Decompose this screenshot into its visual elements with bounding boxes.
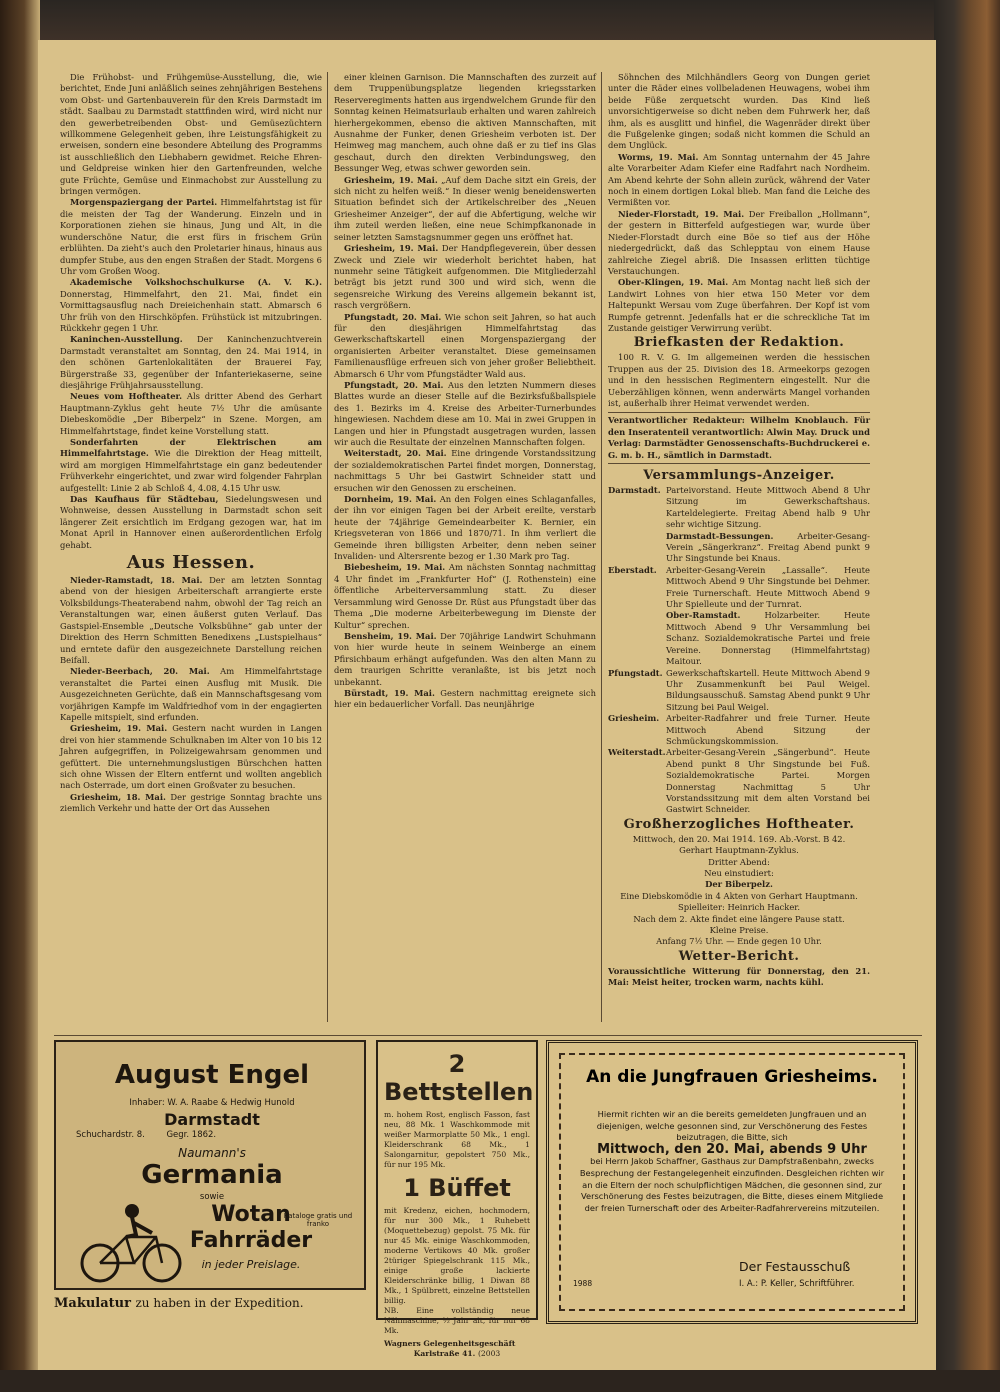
article-biebesheim: Biebesheim, 19. Mai. Am nächsten Sonntag nachmittag 4 Uhr findet im „Frankfurter Hof“ (J. Rothenstein) eine öffentliche Arbeiterversammlung statt. Zu dieser Versammlung wird Genosse Dr. Rüst aus Pfungstadt über das Thema „Die moderne Arbeiterbewegung im Dienste der Kultur“ sprechen. [334,562,596,630]
ad-title: August Engel [114,1060,310,1090]
ad-heading: An die Jungfrauen Griesheims. [586,1067,878,1087]
theater-line: Spielleiter: Heinrich Hacker. [677,902,801,913]
theater-line: Mittwoch, den 20. Mai 1914. 169. Ab.-Vorst. B 42. [632,833,846,844]
ad-text: mit Kredenz, eichen, hochmodern, für nur 300 Mk., 1 Ruhebett (Moquettebezug) gepolst. 75 Mk. für nur 45 Mk. einige Waschkommoden, moderne Vertikows 40 Mk. großer 2türiger Spiegelschrank 115 Mk., einige große lackierte Kleiderschränke billig, 1 Diwan 88 Mk., 1 Spülbrett, einzelne Bettstellen billig. [384,1206,530,1305]
ad-heading: 2 Bettstellen [384,1050,534,1106]
theater-line: Nach dem 2. Akte findet eine längere Pause statt. [633,913,845,924]
article-kaninchen: Kaninchen-Ausstellung. Der Kaninchenzuchtverein Darmstadt veranstaltet am Sonntag, den 24. Mai 1914, in den schönen Gartenlokalitäten der Brauerei Fay, Bürgerstraße 33, gegenüber der Infanteriekaserne, seine diesjährige Frühjahrsausstellung. [60,334,322,390]
article-dornheim: Dornheim, 19. Mai. An den Folgen eines Schlaganfalles, der ihn vor einigen Tagen bei der Arbeit ereilte, verstarb heute der 74jährige Gemeindearbeiter K. Bernier, ein Kriegsveteran von 1866 und 1870/71. In ihm verliert die Gemeinde ihren billigsten Arbeiter, denn neben seiner Invaliden- und Altersrente bezog er 1.30 Mark pro Tag. [334,494,596,562]
ads-rule [54,1035,922,1036]
column-2 [334,72,596,711]
ad-catalog: Kataloge gratis und franko [283,1212,353,1228]
ad-address: Schuchardstr. 8. Gegr. 1862. [76,1130,217,1140]
ad-brand: Germania [141,1160,283,1190]
column-rule [601,72,602,1022]
ad-text: m. hohem Rost, englisch Fasson, fast neu, 88 Mk. 1 Waschkommode mit weißer Marmorplatte 50 Mk., 1 engl. Kleiderschrank 68 Mk., 1 Salongarnitur, gepolstert 750 Mk., für nur 195 Mk. [384,1110,530,1169]
ad-brand: Naumann's [178,1146,246,1160]
newspaper-page [38,40,936,1370]
heading-hoftheater: Großherzogliches Hoftheater. [623,816,855,832]
list-item: Eberstadt. Arbeiter-Gesang-Verein „Lassalle“. Heute Mittwoch Abend 9 Uhr Singstunde bei Dehmer. Freie Turnerschaft. Heute Mittwoch Abend 9 Uhr Spielleute und der Turnrat. [608,564,870,610]
ads-area [54,1040,932,1358]
heading-versammlungs-anzeiger: Versammlungs-Anzeiger. [643,468,835,483]
theater-line: Kleine Preise. [709,925,769,936]
ad-text: NB. Eine vollständig neue Nähmaschine, ½ Jahr alt, für nur 68 Mk. [384,1306,530,1335]
theater-line: Der Biberpelz. [705,879,773,890]
wetter-text: Voraussichtliche Witterung für Donnerstag, den 21. Mai: Meist heiter, trocken warm, nachts kühl. [608,965,870,988]
cyclist-illustration-icon [76,1197,186,1285]
article-buerstadt: Bürstadt, 19. Mai. Gestern nachmittag ereignete sich hier ein bedauerlicher Vorfall. Das neunjährige [334,687,596,710]
ad-august-engel [54,1040,366,1290]
article-frueobst: Die Frühobst- und Frühgemüse-Ausstellung, die, wie berichtet, Ende Juni anläßlich seines zehnjährigen Bestehens vom Obst- und Gartenbauverein für den Kreis Darmstadt im städt. Saalbau zu Darmstadt stattfinden wird, wird nicht nur den gewerbetreibenden Obst- und Gemüsezüchtern willkommene Gelegenheit geben, ihre Leistungsfähigkeit zu erweisen, sondern eine besondere Abteilung des Programms ist ausschließlich den Liebhabern gewidmet. Reiche Ehren- und Geldpreise winken hier den Gartenfreunden, welche gute Früchte, Gemüse und Einmachobst zur Ausstellung zu bringen vermögen. [60,72,322,197]
book-cover-edge [934,0,1000,1392]
article-griesheim-2: Griesheim, 18. Mai. Der gestrige Sonntag brachte uns ziemlich Verkehr und hatte der Ort das Aussehen [60,791,322,814]
versammlungs-list [608,485,870,816]
list-item: Darmstadt. Parteivorstand. Heute Mittwoch Abend 8 Uhr Sitzung im Gewerkschaftshaus. Karteldelegierte. Freitag Abend halb 9 Uhr sehr wichtige Sitzung. [608,485,870,530]
theater-line: Neu einstudiert: [704,868,774,878]
impressum: Verantwortlicher Redakteur: Wilhelm Knoblauch. Für den Inseratenteil verantwortlich: Alwin May. Druck und Verlag: Darmstädter Genossenschafts-Buchdruckerei e. G. m. b. H., sämtlich in Darmstadt. [608,412,870,464]
heading-briefkasten: Briefkasten der Redaktion. [633,335,845,351]
ad-sowie: sowie [199,1192,225,1202]
article-handpflege: Griesheim, 19. Mai. Der Handpflegeverein, über dessen Zweck und Ziele wir wiederholt berichtet haben, hat nunmehr seine Tätigkeit aufgenommen. Die Mitgliederzahl beträgt bis jetzt rund 300 und wird sich, wenn die segensreiche Wirkung des Vereins allgemein bekannt ist, rasch vergrößern. [334,243,596,311]
makulatur-notice: Makulatur zu haben in der Expedition. [54,1296,304,1311]
column-rule [327,72,328,1022]
column-3 [608,72,870,989]
briefkasten-text: 100 R. V. G. Im allgemeinen werden die hessischen Truppen aus der 25. Division des 18. Armeekorps gezogen und in den hessischen Regimentern eingestellt. Nur die Ueberzähligen können, wenn anderwärts Mangel vorhanden ist, außerhalb ihrer Heimat verwendet werden. [608,352,870,408]
article-weiterstadt: Weiterstadt, 20. Mai. Eine dringende Vorstandssitzung der sozialdemokratischen Partei findet morgen, Donnerstag, nachmittags 5 Uhr bei Gastwirt Schneider statt und ersuchen wir den Genossen zu erscheinen. [334,448,596,493]
ad-owners: Inhaber: W. A. Raabe & Hedwig Hunold [129,1098,295,1108]
ad-signature-line: I. A.: P. Keller, Schriftführer. [739,1279,855,1289]
list-item: Ober-Ramstadt. Holzarbeiter. Heute Mittwoch Abend 9 Uhr Versammlung bei Schanz. Sozialdemokratische Partei und freie Vereine. Donnerstag (Himmelfahrtstag) Maitour. [666,610,870,667]
theater-line: Gerhart Hauptmann-Zyklus. [679,845,799,856]
article-griesheim-dach: Griesheim, 19. Mai. „Auf dem Dache sitzt ein Greis, der sich nicht zu helfen weiß.“ In dieser wenig beneidenswerten Situation befindet sich der Artikelschreiber des „Neuen Griesheimer Anzeiger“, der auf die Abfertigung, welche wir ihm zuteil werden ließen, eine neue Schimpfkanonade in seiner letzten Samstagsnummer gegen uns eröffnet hat. [334,174,596,242]
ad-brand: Fahrräder [189,1228,313,1253]
article-hoftheater: Neues vom Hoftheater. Als dritter Abend des Gerhart Hauptmann-Zyklus geht heute 7½ Uhr die amüsante Diebeskomödie „Der Biberpelz“ in Szene. Morgen, am Himmelfahrtstage, findet keine Vorstellung statt. [60,391,322,436]
theater-line: Eine Diebskomödie in 4 Akten von Gerhart Hauptmann. [620,890,858,901]
article-worms: Worms, 19. Mai. Am Sonntag unternahm der 45 Jahre alte Vorarbeiter Adam Kiefer eine Radfahrt nach Nordheim. Am Abend kehrte der Sohn allein zurück, während der Vater noch in einem dortigen Lokal blieb. Man fand die Leiche des Vermißten vor. [608,151,870,208]
article-unfall: Söhnchen des Milchhändlers Georg von Dungen geriet unter die Räder eines vollbeladenen Heuwagens, wobei ihm beide Füße zerquetscht wurden. Das Kind ließ unvorsichtigerweise so dicht neben dem Fuhrwerk her, daß ihm, als es ausglitt und hinfiel, die Wagenräder direkt über die Fußgelenke gingen; sodaß nicht kommen die Schuld an dem Unglück. [608,72,870,151]
heading-wetter: Wetter-Bericht. [678,948,800,964]
ad-heading: 1 Büffet [403,1174,511,1202]
article-nieder-ramstadt: Nieder-Ramstadt, 18. Mai. Der am letzten Sonntag abend von der hiesigen Arbeiterschaft arrangierte erste Volksbildungs-Theaterabend nahm, obwohl der Tag reich an Veranstaltungen war, einen äußerst guten Verlauf. Das Gastspiel-Ensemble „Deutsche Volksbühne“ gab unter der Direktion des Herrn Schmitten Benedixens „Lustspielhaus“ und erntete dafür den ausgezeichnete Darstellung reichen Beifall. [60,575,322,665]
ad-footer: Wagners Gelegenheitsgeschäft [384,1339,516,1348]
theater-line: Dritter Abend: [708,856,770,867]
article-pfungstadt-2: Pfungstadt, 20. Mai. Aus den letzten Nummern dieses Blattes wurde an dieser Stelle auf die Bezirksfußballspiele des 1. Bezirks im 4. Kreise des Arbeiter-Turnerbundes hingewiesen. Nachdem diese am 10. Mai in zwei Gruppen in Langen und hier in Pfungstadt ausgetragen wurden, lassen wir auch die Resultate der einzelnen Mannschaften folgen. [334,379,596,447]
theater-program [608,834,870,948]
ad-city: Darmstadt [164,1110,260,1129]
article-griesheim-1: Griesheim, 19. Mai. Gestern nacht wurden in Langen drei von hier stammende Schulknaben im Alter von 10 bis 12 Jahren aufgegriffen, in Polizeigewahrsam genommen und gefüttert. Die unternehmungslustigen Bürschchen hatten sich ohne Wissen der Eltern entfernt und wollten angeblich nach Osterrade, um dort einen Großvater zu besuchen. [60,723,322,791]
book-binding [0,0,40,1392]
article-volkshochschule: Akademische Volkshochschulkurse (A. V. K.). Donnerstag, Himmelfahrt, den 21. Mai, findet ein Vormittagsausflug nach Dreieichenhain statt. Abmarsch 6 Uhr früh von den Hirschköpfen. Frühstück ist mitzubringen. Rückkehr gegen 1 Uhr. [60,277,322,333]
theater-line: Anfang 7½ Uhr. — Ende gegen 10 Uhr. [656,936,822,947]
ad-number: 1988 [573,1279,593,1288]
column-1 [60,72,322,815]
section-heading-aus-hessen: Aus Hessen. [126,552,256,574]
article-ober-klingen: Ober-Klingen, 19. Mai. Am Montag nacht ließ sich der Landwirt Lohnes von hier etwa 150 Meter vor dem Haltepunkt Wersau vom Zuge überfahren. Der Kopf ist vom Rumpfe getrennt. Jedenfalls hat er die schreckliche Tat im Zustande geistiger Verwirrung verübt. [608,277,870,333]
article-garnison: einer kleinen Garnison. Die Mannschaften des zurzeit auf dem Truppenübungsplatze liegenden kriegsstarken Reserveregiments hatten aus irgendwelchem Grunde für den Sonntag keinen Heimatsurlaub erhalten und waren zahlreich hierhergekommen, ebenso die aktiven Mannschaften, mit Ausnahme der Funker, denen Griesheim verboten ist. Der Heimweg mag manchem, auch ohne daß er zu tief ins Glas geschaut, durch den direkten Verbindungsweg, den Bessunger Weg, etwas schwer geworden sein. [334,72,596,174]
ad-jungfrauen [546,1040,918,1324]
ad-signature: Der Festausschuß [739,1259,851,1274]
book-top-edge [0,0,1000,40]
ad-bettstellen [376,1040,538,1358]
list-item: Darmstadt-Bessungen. Arbeiter-Gesang-Verein „Sängerkranz“. Freitag Abend punkt 9 Uhr Singstunde bei Knaus. [666,530,870,564]
article-nieder-florstadt: Nieder-Florstadt, 19. Mai. Der Freiballon „Hollmann“, der gestern in Bitterfeld aufgestiegen war, wurde über Nieder-Florstadt durch eine Böe so tief aus der Höhe niedergedrückt, daß das Schlepptau von einem Hause zahlreiche Ziegel abriß. Die Insassen erlitten tüchtige Verstauchungen. [608,208,870,276]
list-item: Weiterstadt. Arbeiter-Gesang-Verein „Sängerbund“. Heute Abend punkt 8 Uhr Singstunde bei Fuß. Sozialdemokratische Partei. Morgen Donnerstag Nachmittag 5 Uhr Vorstandssitzung mit dem alten Vorstand bei Gastwirt Schneider. [608,747,870,815]
article-nieder-beerbach: Nieder-Beerbach, 20. Mai. Am Himmelfahrtstage veranstaltet die Partei einen Ausflug mit Musik. Die Ausgezeichneten Gerüchte, daß ein Mannschaftsgesang vom vorjährigen Kampfe im Waldfriedhof vom in der engagierten Kapelle mitspielt, sind erfunden. [60,666,322,722]
article-morgenspaziergang: Morgenspaziergang der Partei. Himmelfahrtstag ist für die meisten der Tag der Wanderung. Einzeln und in Korporationen ziehen sie hinaus, Jung und Alt, in die wunderschöne Natur, die erst fürs in frischem Grün erblühten. Da zieht's auch den Proletarier hinaus, hinaus aus dumpfer Stube, aus den engen Straßen der Stadt. Morgens 6 Uhr vom Großen Woog. [60,197,322,276]
ad-prices: in jeder Preislage. [201,1258,301,1271]
article-pfungstadt-1: Pfungstadt, 20. Mai. Wie schon seit Jahren, so hat auch für den diesjährigen Himmelfahrtstag das Gewerkschaftskartell einen Morgenspaziergang der organisierten Arbeiter veranstaltet. Diese gemeinsamen Familienausflüge erfreuen sich von jeher großer Beliebtheit. Abmarsch 6 Uhr vom Pfungstädter Wald aus. [334,311,596,379]
article-staedtebau: Das Kaufhaus für Städtebau, Siedelungswesen und Wohnweise, dessen Ausstellung in Darmstadt schon seit längerer Zeit ersichtlich im Erdgang gezogen war, hat im Monat April in Hannover einen außerordentlichen Erfolg gehabt. [60,494,322,550]
ad-footer: Karlstraße 41. (2003 [413,1349,501,1358]
article-bensheim: Bensheim, 19. Mai. Der 70jährige Landwirt Schuhmann von hier wurde heute in seinem Weinberge an einem Pfirsichbaum erhängt aufgefunden. Was den alten Mann zu dem traurigen Schritte veranlaßte, ist bis jetzt noch unbekannt. [334,630,596,687]
article-elektrische: Sonderfahrten der Elektrischen am Himmelfahrtstage. Wie die Direktion der Heag mitteilt, wird am morgigen Himmelfahrtstage ein ganz bedeutender Frühverkehr eingerichtet, und zwar wird folgender Fahrplan aufgestellt: Linie 2 ab Schloß 4, 4.08, 4.15 Uhr usw. [60,437,322,493]
book-bottom-edge [0,1370,1000,1392]
ad-brand: Wotan [211,1202,291,1227]
ad-body: Hiermit richten wir an die bereits gemeldeten Jungfrauen und an diejenigen, welche gesonnen sind, zur Verschönerung des Festes beizutragen, die Bitte, sich Mittwoch, den 20. Mai, abends 9 Uhr bei Herrn Jakob Schaffner, Gasthaus zur Dampfstraßenbahn, zwecks Besprechung der Festangelegenheit einzufinden. Desgleichen richten wir an die Eltern der noch schulpflichtigen Mädchen, die gesonnen sind, zur Verschönerung des Festes beizutragen, die Bitte, dieses einem Mitgliede der freien Turnerschaft oder des Arbeiter-Radfahrervereins mitzuteilen. [579,1109,885,1213]
list-item: Pfungstadt. Gewerkschaftskartell. Heute Mittwoch Abend 9 Uhr Zusammenkunft bei Paul Weigel. Bildungsausschuß. Samstag Abend punkt 9 Uhr Sitzung bei Paul Weigel. [608,667,870,712]
list-item: Griesheim. Arbeiter-Radfahrer und freie Turner. Heute Mittwoch Abend Sitzung der Schmückungskommission. [608,713,870,746]
